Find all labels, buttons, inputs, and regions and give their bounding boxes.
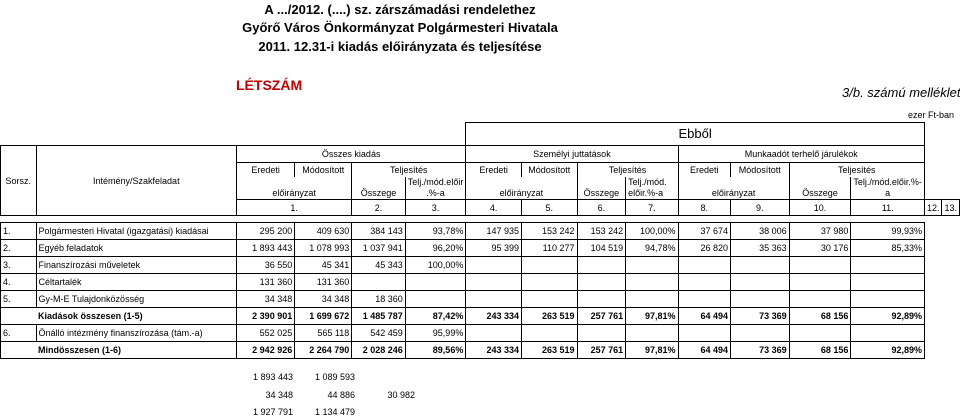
header-line-2: Győrő Város Önkormányzat Polgármesteri Hivatala bbox=[242, 20, 558, 35]
row-number: 6. bbox=[1, 325, 37, 342]
table-row bbox=[1, 257, 960, 274]
row-name: Mindösszesen (1-6) bbox=[36, 342, 237, 359]
column-number: 10. bbox=[789, 200, 851, 216]
table-cell bbox=[851, 274, 925, 291]
table-cell: 34 348 bbox=[295, 291, 352, 308]
footnote-figure: 34 348 bbox=[265, 390, 293, 400]
table-cell: 2 264 790 bbox=[295, 342, 352, 359]
table-cell: 1 037 941 bbox=[352, 240, 406, 257]
table-cell bbox=[522, 325, 578, 342]
table-cell: 99,93% bbox=[851, 223, 925, 240]
table-cell: 68 156 bbox=[789, 342, 851, 359]
column-number: 3. bbox=[405, 200, 466, 216]
table-cell: 64 494 bbox=[678, 308, 730, 325]
table-cell bbox=[466, 291, 522, 308]
table-cell: 92,89% bbox=[851, 342, 925, 359]
col-performance: Teljesítés bbox=[352, 163, 466, 178]
table-cell: 104 519 bbox=[577, 240, 626, 257]
table-cell bbox=[678, 291, 730, 308]
pct-line-1: Telj./mód.előir.%- bbox=[853, 177, 922, 187]
table-cell bbox=[789, 325, 851, 342]
row-number: 2. bbox=[1, 240, 37, 257]
table-cell: 565 118 bbox=[295, 325, 352, 342]
col-original: Eredeti bbox=[237, 163, 295, 178]
table-cell: 36 550 bbox=[237, 257, 295, 274]
table-cell bbox=[405, 291, 466, 308]
table-row bbox=[1, 291, 960, 308]
table-cell: 1 699 672 bbox=[295, 308, 352, 325]
table-cell bbox=[466, 274, 522, 291]
col-performance: Teljesítés bbox=[789, 163, 924, 178]
table-cell: 131 360 bbox=[295, 274, 352, 291]
table-cell bbox=[626, 325, 678, 342]
table-cell: 131 360 bbox=[237, 274, 295, 291]
table-cell: 87,42% bbox=[405, 308, 466, 325]
table-cell bbox=[731, 274, 790, 291]
row-number bbox=[1, 308, 37, 325]
group-contrib-header: Munkaadót terhelő járulékok bbox=[678, 146, 924, 163]
expenditure-table bbox=[0, 122, 960, 359]
ebbol-header: Ebből bbox=[466, 123, 925, 146]
header-line-3: 2011. 12.31-i kiadás előirányzata és teljesítése bbox=[258, 39, 542, 54]
row-name: Céltartalék bbox=[36, 274, 237, 291]
table-cell: 35 363 bbox=[731, 240, 790, 257]
table-cell bbox=[522, 274, 578, 291]
table-cell: 263 519 bbox=[522, 308, 578, 325]
column-number: 13. bbox=[942, 200, 960, 216]
table-cell: 542 459 bbox=[352, 325, 406, 342]
table-cell bbox=[466, 257, 522, 274]
footnote-figure: 44 886 bbox=[327, 390, 355, 400]
table-cell bbox=[851, 257, 925, 274]
table-cell: 26 820 bbox=[678, 240, 730, 257]
table-cell bbox=[789, 291, 851, 308]
col-original: Eredeti bbox=[678, 163, 730, 178]
table-cell: 68 156 bbox=[789, 308, 851, 325]
table-row bbox=[1, 223, 960, 240]
pct-line-2: a bbox=[885, 188, 891, 198]
table-cell: 243 334 bbox=[466, 342, 522, 359]
column-number: 12. bbox=[924, 200, 942, 216]
column-number: 5. bbox=[522, 200, 578, 216]
table-cell: 37 674 bbox=[678, 223, 730, 240]
row-name: Egyéb feladatok bbox=[36, 240, 237, 257]
row-name: Polgármesteri Hivatal (igazgatási) kiadásai bbox=[36, 223, 237, 240]
table-cell: 37 980 bbox=[789, 223, 851, 240]
table-cell: 257 761 bbox=[577, 342, 626, 359]
column-number: 7. bbox=[626, 200, 678, 216]
footnote-figure: 30 982 bbox=[387, 390, 415, 400]
column-number: 8. bbox=[678, 200, 730, 216]
table-cell: 384 143 bbox=[352, 223, 406, 240]
entity-header: Intémény/Szakfeladat bbox=[36, 146, 237, 216]
table-cell: 73 369 bbox=[731, 342, 790, 359]
table-cell bbox=[522, 257, 578, 274]
table-cell: 96,20% bbox=[405, 240, 466, 257]
row-number: 5. bbox=[1, 291, 37, 308]
pct-line-2: előir.%-a bbox=[628, 188, 664, 198]
row-number: 1. bbox=[1, 223, 37, 240]
table-cell: 100,00% bbox=[626, 223, 678, 240]
table-cell: 92,89% bbox=[851, 308, 925, 325]
table-cell bbox=[577, 291, 626, 308]
col-modified: Módosított bbox=[731, 163, 790, 178]
table-cell: 34 348 bbox=[237, 291, 295, 308]
col-pct-header bbox=[405, 177, 466, 200]
row-number: 3. bbox=[1, 257, 37, 274]
annex-label: 3/b. számú melléklet bbox=[842, 85, 960, 100]
col-amount: Összege bbox=[789, 177, 851, 200]
table-cell: 30 176 bbox=[789, 240, 851, 257]
table-cell: 552 025 bbox=[237, 325, 295, 342]
column-number: 6. bbox=[577, 200, 626, 216]
table-cell bbox=[678, 274, 730, 291]
col-pct-header bbox=[851, 177, 925, 200]
table-cell bbox=[731, 291, 790, 308]
header-line-1: A .../2012. (....) sz. zárszámadási rendelethez bbox=[264, 2, 536, 17]
pct-line-1: Telj./mód. bbox=[628, 177, 667, 187]
table-cell bbox=[626, 291, 678, 308]
table-cell: 97,81% bbox=[626, 308, 678, 325]
group-total-header: Összes kiadás bbox=[237, 146, 466, 163]
table-cell: 64 494 bbox=[678, 342, 730, 359]
col-appropriation: előirányzat bbox=[678, 177, 789, 200]
table-cell: 95,99% bbox=[405, 325, 466, 342]
table-cell bbox=[789, 257, 851, 274]
table-row bbox=[1, 274, 960, 291]
table-cell: 1 078 993 bbox=[295, 240, 352, 257]
col-amount: Összege bbox=[577, 177, 626, 200]
table-cell bbox=[851, 325, 925, 342]
table-cell: 95 399 bbox=[466, 240, 522, 257]
table-cell: 18 360 bbox=[352, 291, 406, 308]
table-cell bbox=[577, 257, 626, 274]
group-personal-header: Személyi juttatások bbox=[466, 146, 678, 163]
table-cell: 45 343 bbox=[352, 257, 406, 274]
col-appropriation: előirányzat bbox=[237, 177, 352, 200]
row-number bbox=[1, 342, 37, 359]
footnote-figure: 1 893 443 bbox=[252, 372, 293, 382]
table-row bbox=[1, 342, 960, 359]
row-number: 4. bbox=[1, 274, 37, 291]
table-cell bbox=[522, 291, 578, 308]
col-original: Eredeti bbox=[466, 163, 522, 178]
table-cell: 94,78% bbox=[626, 240, 678, 257]
footnote-figure: 1 089 593 bbox=[314, 372, 355, 382]
table-cell: 89,56% bbox=[405, 342, 466, 359]
table-cell: 100,00% bbox=[405, 257, 466, 274]
table-cell: 2 942 926 bbox=[237, 342, 295, 359]
col-appropriation: előirányzat bbox=[466, 177, 577, 200]
table-cell bbox=[731, 257, 790, 274]
table-cell: 153 242 bbox=[577, 223, 626, 240]
table-cell: 295 200 bbox=[237, 223, 295, 240]
table-cell: 1 893 443 bbox=[237, 240, 295, 257]
table-cell: 2 028 246 bbox=[352, 342, 406, 359]
col-amount: Összege bbox=[352, 177, 406, 200]
column-number: 2. bbox=[352, 200, 406, 216]
table-cell bbox=[626, 274, 678, 291]
col-pct-header bbox=[626, 177, 678, 200]
table-cell: 243 334 bbox=[466, 308, 522, 325]
table-cell bbox=[466, 325, 522, 342]
row-name: Gy-M-E Tulajdonközösség bbox=[36, 291, 237, 308]
section-title: LÉTSZÁM bbox=[236, 77, 303, 93]
footnote-figure: 1 134 479 bbox=[314, 407, 355, 417]
table-cell bbox=[731, 325, 790, 342]
table-cell bbox=[678, 257, 730, 274]
table-cell: 153 242 bbox=[522, 223, 578, 240]
table-cell: 85,33% bbox=[851, 240, 925, 257]
table-cell bbox=[577, 325, 626, 342]
table-row bbox=[1, 325, 960, 342]
row-name: Finanszírozási műveletek bbox=[36, 257, 237, 274]
table-cell: 110 277 bbox=[522, 240, 578, 257]
footnote-figure: 1 927 791 bbox=[252, 407, 293, 417]
table-cell: 97,81% bbox=[626, 342, 678, 359]
pct-line-1: Telj./mód.előir bbox=[407, 177, 464, 187]
col-modified: Módosított bbox=[295, 163, 352, 178]
table-cell: 257 761 bbox=[577, 308, 626, 325]
column-number: 1. bbox=[237, 200, 352, 216]
table-cell: 45 341 bbox=[295, 257, 352, 274]
table-cell: 38 006 bbox=[731, 223, 790, 240]
table-cell bbox=[352, 274, 406, 291]
table-cell: 147 935 bbox=[466, 223, 522, 240]
table-cell bbox=[789, 274, 851, 291]
column-number: 9. bbox=[731, 200, 790, 216]
table-row bbox=[1, 308, 960, 325]
unit-label: ezer Ft-ban bbox=[908, 110, 955, 120]
row-name: Kiadások összesen (1-5) bbox=[36, 308, 237, 325]
table-cell: 2 390 901 bbox=[237, 308, 295, 325]
col-performance: Teljesítés bbox=[577, 163, 678, 178]
table-cell: 263 519 bbox=[522, 342, 578, 359]
col-modified: Módosított bbox=[522, 163, 578, 178]
pct-line-2: .%-a bbox=[426, 188, 445, 198]
table-cell: 409 630 bbox=[295, 223, 352, 240]
table-cell bbox=[626, 257, 678, 274]
table-cell: 93,78% bbox=[405, 223, 466, 240]
table-cell: 1 485 787 bbox=[352, 308, 406, 325]
sorsz-header: Sorsz. bbox=[1, 146, 37, 216]
table-row bbox=[1, 240, 960, 257]
table-cell bbox=[577, 274, 626, 291]
table-cell bbox=[851, 291, 925, 308]
table-cell bbox=[678, 325, 730, 342]
table-cell bbox=[405, 274, 466, 291]
column-number: 11. bbox=[851, 200, 925, 216]
row-name: Önálló intézmény finanszírozása (tám.-a) bbox=[36, 325, 237, 342]
table-cell: 73 369 bbox=[731, 308, 790, 325]
column-number: 4. bbox=[466, 200, 522, 216]
